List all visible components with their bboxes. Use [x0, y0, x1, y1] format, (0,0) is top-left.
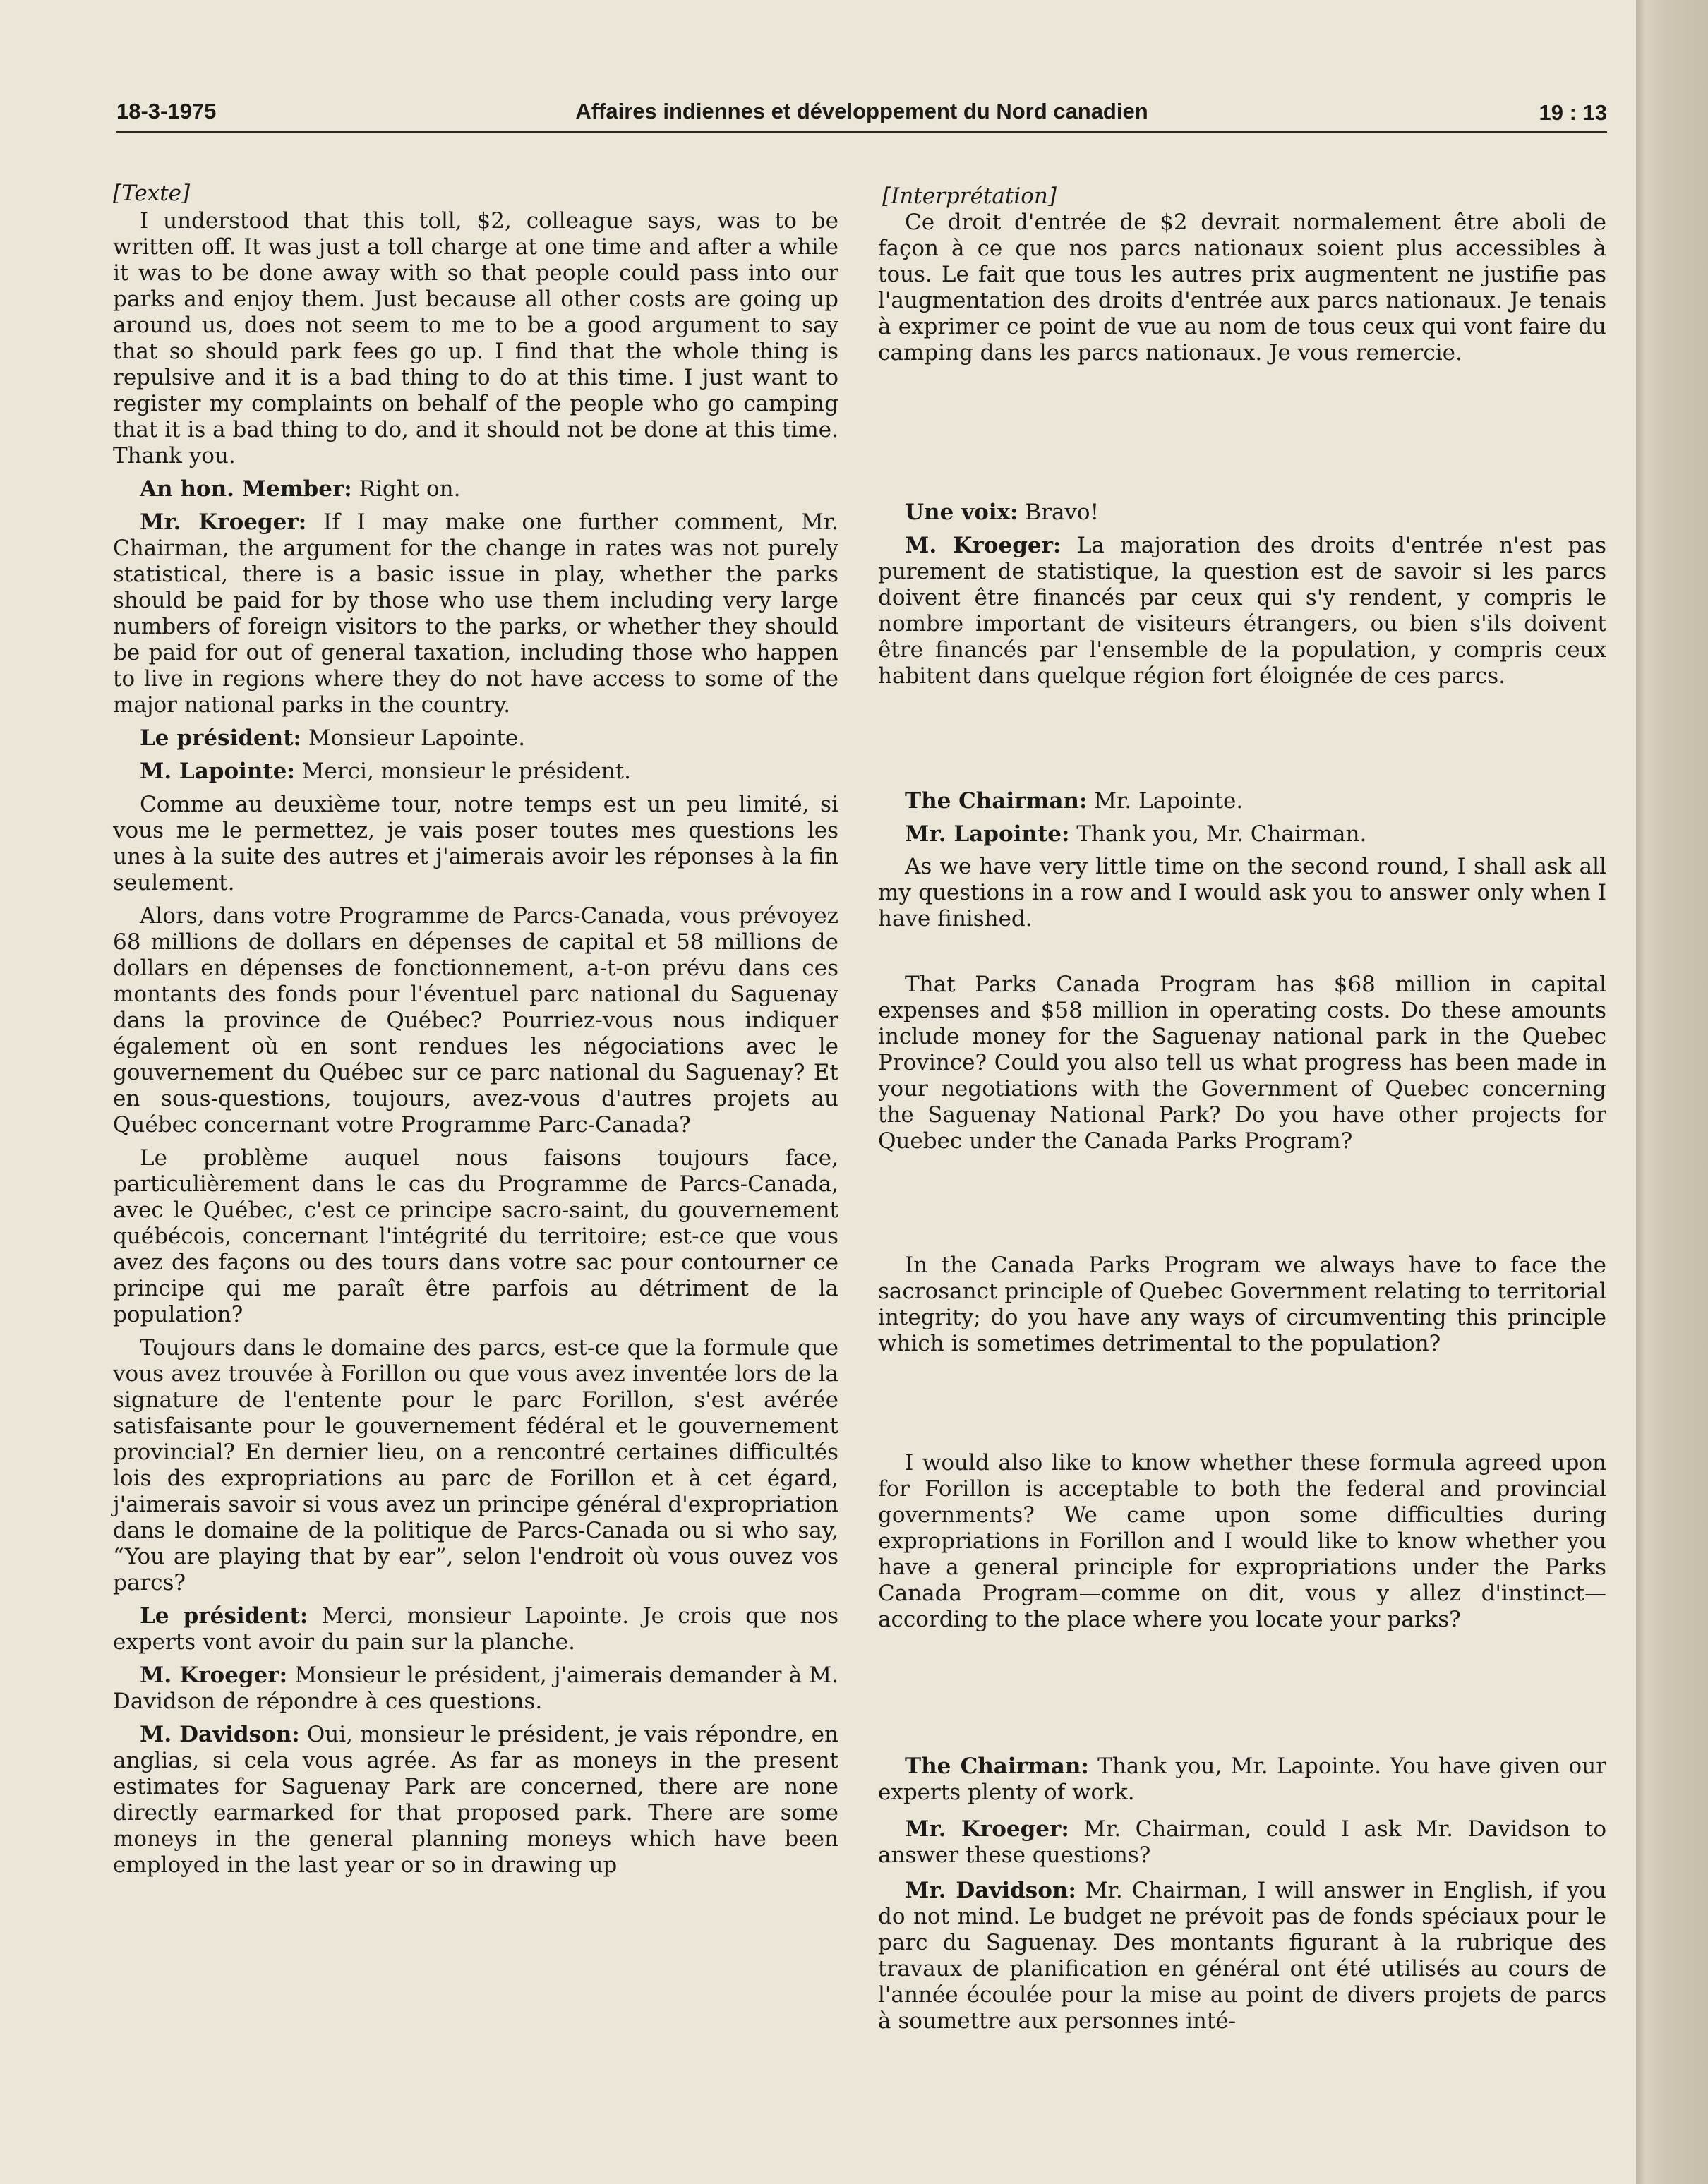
paragraph: Ce droit d'entrée de $2 devrait normalement être aboli de façon à ce que nos parcs nationaux soient plus accessibles à tous. Le fait que tous les autres prix augmentent ne justifie pas l'augmentation des droits d'entrée aux parcs nationaux. Je tenais à exprimer ce point de vue au nom de tous ceux qui vont faire du camping dans les parcs nationaux. Je vous remercie. [878, 210, 1606, 366]
speech-text: La majoration des droits d'entrée n'est pas purement de statistique, la question est de savoir si les parcs doivent être financés par ceux qui s'y rendent, y compris le nombre important de visiteurs étrangers, ou bien s'ils doivent être financés par l'ensemble de la population, y compris ceux habitent dans quelque région fort éloignée de ces parcs. [878, 533, 1606, 689]
speaker-paragraph [113, 509, 838, 718]
speech-text: Thank you, Mr. Lapointe. You have given our experts plenty of work. [878, 1754, 1607, 1805]
speaker-paragraph [113, 759, 838, 785]
speaker-name: M. Davidson: [140, 1722, 300, 1747]
speech-text: Bravo! [1018, 500, 1100, 525]
speaker-paragraph [878, 533, 1606, 689]
speaker-paragraph [878, 1878, 1606, 2034]
speech-text: Mr. Chairman, could I ask Mr. Davidson to answer these questions? [878, 1816, 1606, 1868]
paragraph: I would also like to know whether these formula agreed upon for Forillon is acceptable to both the federal and provincial governments? We came upon some difficulties during expropriations in Forillon and I would like to know whether you have a general principle for expropriations under the Parks Canada Program—comme on dit, vous y allez d'instinct—according to the place where you locate your parks? [878, 1450, 1606, 1632]
section-label: [Interprétation] [882, 183, 1057, 209]
speech-text: Oui, monsieur le président, je vais répondre, en anglias, si cela vous agrée. As far as moneys in the present estimates for Saguenay Park are concerned, there are none directly earmarked for that proposed park. There are some moneys in the general planning moneys which have been employed in the last year or so in drawing up [113, 1722, 838, 1878]
left-column [113, 181, 838, 1878]
speaker-name: Mr. Kroeger: [140, 509, 307, 535]
speech-text: Merci, monsieur Lapointe. Je crois que nos experts vont avoir du pain sur la planche. [113, 1603, 838, 1655]
speaker-name: An hon. Member: [140, 476, 352, 502]
speaker-name: Mr. Lapointe: [905, 821, 1070, 847]
page-edge-shadow [1636, 0, 1708, 2184]
speaker-paragraph [878, 1754, 1606, 1806]
speaker-name: Mr. Davidson: [905, 1878, 1076, 1903]
header-date: 18-3-1975 [116, 99, 217, 123]
speech-text: Thank you, Mr. Chairman. [1069, 821, 1367, 847]
speech-text: Monsieur Lapointe. [301, 725, 526, 751]
speaker-paragraph [878, 788, 1606, 814]
paragraph: In the Canada Parks Program we always have to face the sacrosanct principle of Quebec Government relating to territorial integrity; do you have any ways of circumventing this principle which is sometimes detrimental to the population? [878, 1253, 1606, 1356]
speaker-name: M. Kroeger: [140, 1663, 288, 1688]
speech-text: Mr. Chairman, I will answer in English, if you do not mind. Le budget ne prévoit pas de fonds spéciaux pour le parc du Saguenay. Des montants figurant à la rubrique des travaux de planification en général ont été utilisés au cours de l'année écoulée pour la mise au point de divers projets de parcs à soumettre aux personnes inté- [878, 1878, 1607, 2034]
speech-text: Right on. [351, 476, 461, 502]
paragraph: Le problème auquel nous faisons toujours face, particulièrement dans le cas du Programme de Parcs-Canada, avec le Québec, c'est ce principe sacro-saint, du gouvernement québécois, concernant l'intégrité du territoire; est-ce que vous avez des façons ou des tours dans votre sac pour contourner ce principe qui me paraît être parfois au détriment de la population? [113, 1145, 838, 1327]
speaker-name: The Chairman: [905, 1754, 1089, 1779]
speaker-name: M. Kroeger: [905, 533, 1062, 558]
section-label: [Texte] [113, 181, 191, 206]
speaker-name: Le président: [140, 1603, 308, 1629]
page-header [116, 97, 1607, 133]
speaker-paragraph [113, 1663, 838, 1715]
speaker-paragraph [113, 1722, 838, 1878]
speaker-paragraph [113, 1603, 838, 1655]
speaker-paragraph [878, 1816, 1606, 1869]
speaker-name: The Chairman: [905, 788, 1088, 814]
paragraph: I understood that this toll, $2, colleague says, was to be written off. It was just a toll charge at one time and after a while it was to be done away with so that people could pass into our parks and enjoy them. Just because all other costs are going up around us, does not seem to me to be a good argument to say that so should park fees go up. I find that the whole thing is repulsive and it is a bad thing to do at this time. I just want to register my complaints on behalf of the people who go camping that it is a bad thing to do, and it should not be done at this time. Thank you. [113, 208, 838, 469]
header-title: Affaires indiennes et développement du Nord canadien [575, 99, 1148, 123]
speech-text: Merci, monsieur le président. [294, 759, 631, 784]
paragraph: Alors, dans votre Programme de Parcs-Canada, vous prévoyez 68 millions de dollars en dépenses de capital et 58 millions de dollars en dépenses de fonctionnement, a-t-on prévu dans ces montants des fonds pour l'éventuel parc national du Saguenay dans la province de Québec? Pourriez-vous nous indiquer également où en sont rendues les négociations avec le gouvernement du Québec sur ce parc national du Saguenay? Et en sous-questions, toujours, avez-vous d'autres projets au Québec concernant votre Programme Parc-Canada? [113, 903, 838, 1138]
paragraph: Comme au deuxième tour, notre temps est un peu limité, si vous me le permettez, je vais poser toutes mes questions les unes à la suite des autres et j'aimerais avoir les réponses à la fin seulement. [113, 792, 838, 895]
speaker-paragraph [878, 821, 1606, 847]
speech-text: If I may make one further comment, Mr. Chairman, the argument for the change in rates was not purely statistical, there is a basic issue in play, whether the parks should be paid for by those who use them including very large numbers of foreign visitors to the parks, or whether they should be paid for out of general taxation, including those who happen to live in regions where they do not have access to some of the major national parks in the country. [113, 509, 838, 718]
paragraph: That Parks Canada Program has $68 million in capital expenses and $58 million in operating costs. Do these amounts include money for the Saguenay national park in the Quebec Province? Could you also tell us what progress has been made in your negotiations with the Government of Quebec concerning the Saguenay National Park? Do you have other projects for Quebec under the Canada Parks Program? [878, 972, 1606, 1154]
paragraph: As we have very little time on the second round, I shall ask all my questions in a row and I would ask you to answer only when I have finished. [878, 854, 1606, 931]
speaker-paragraph [113, 476, 838, 502]
paragraph: Toujours dans le domaine des parcs, est-ce que la formule que vous avez trouvée à Forillon ou que vous avez inventée lors de la signature de l'entente pour le parc Forillon, s'est avérée satisfaisante pour le gouvernement fédéral et le gouvernement provincial? En dernier lieu, on a rencontré certaines difficultés lois des expropriations au parc de Forillon et à cet égard, j'aimerais savoir si vous avez un principe général d'expropriation dans le domaine de la politique de Parcs-Canada ou si who say, “You are playing that by ear”, selon l'endroit où vous ouvez vos parcs? [113, 1335, 838, 1595]
speaker-name: Mr. Kroeger: [905, 1816, 1069, 1842]
speaker-paragraph [113, 725, 838, 752]
speaker-name: M. Lapointe: [140, 759, 295, 784]
speech-text: Monsieur le président, j'aimerais demander à M. Davidson de répondre à ces questions. [113, 1663, 838, 1714]
speaker-name: Le président: [140, 725, 301, 751]
header-page-number: 19 : 13 [1539, 100, 1607, 125]
speaker-name: Une voix: [905, 500, 1018, 525]
speech-text: Mr. Lapointe. [1087, 788, 1244, 814]
speaker-paragraph [878, 500, 1606, 526]
